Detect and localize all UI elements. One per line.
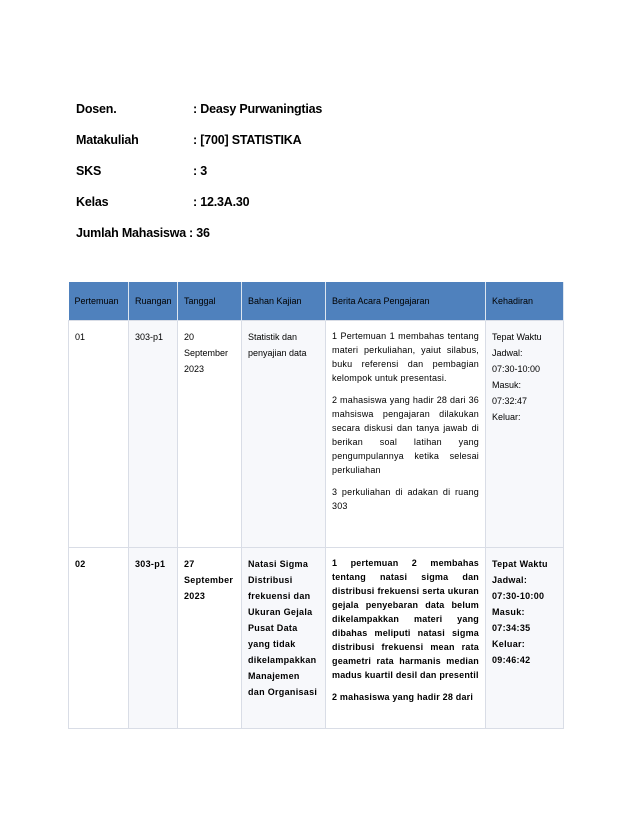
cell-bahan-kajian: Statistik dan penyajian data xyxy=(242,321,326,548)
kelas-label: Kelas xyxy=(76,195,109,209)
berita-paragraph: 2 mahasiswa yang hadir 28 dari 36 mahsiswa pengajaran dilakukan secara diskusi dan tanya jawab di berikan soal latihan yang pengumpulannya ketika selesai perkuliahan xyxy=(332,395,479,475)
berita-paragraph: 3 perkuliahan di adakan di ruang 303 xyxy=(332,487,479,511)
matakuliah-value: : [700] STATISTIKA xyxy=(193,133,302,147)
info-row-dosen xyxy=(76,102,496,133)
kehadiran-line: 07:30-10:00 xyxy=(492,591,545,601)
kehadiran-line: 09:46:42 xyxy=(492,655,531,665)
cell-kehadiran xyxy=(486,548,564,729)
header-bahan-kajian: Bahan Kajian xyxy=(242,282,326,321)
jumlah-value: : 36 xyxy=(189,226,210,240)
header-pertemuan: Pertemuan xyxy=(69,282,129,321)
kehadiran-line: Keluar: xyxy=(492,639,526,649)
sks-value: : 3 xyxy=(193,164,207,178)
info-row-jumlah xyxy=(76,226,496,257)
info-row-matakuliah xyxy=(76,133,496,164)
table-row xyxy=(69,321,564,548)
cell-tanggal: 27 September 2023 xyxy=(178,548,242,729)
course-info xyxy=(76,102,496,257)
info-row-sks xyxy=(76,164,496,195)
kehadiran-line: 07:30-10:00 xyxy=(492,364,541,374)
kehadiran-line: Jadwal: xyxy=(492,348,523,358)
berita-paragraph: 1 Pertemuan 1 membahas tentang materi perkuliahan, yaiut silabus, buku referensi dan pembagian kelompok untuk presentasi. xyxy=(332,331,479,383)
cell-berita-acara xyxy=(326,548,486,729)
jumlah-label: Jumlah Mahasiswa xyxy=(76,226,187,240)
berita-paragraph: 2 mahasiswa yang hadir 28 dari xyxy=(332,692,474,702)
cell-pertemuan: 01 xyxy=(69,321,129,548)
cell-kehadiran xyxy=(486,321,564,548)
kehadiran-line: 07:32:47 xyxy=(492,396,528,406)
table-header-row xyxy=(69,282,564,321)
kehadiran-line: 07:34:35 xyxy=(492,623,531,633)
cell-tanggal: 20 September 2023 xyxy=(178,321,242,548)
matakuliah-label: Matakuliah xyxy=(76,133,139,147)
header-berita-acara: Berita Acara Pengajaran xyxy=(326,282,486,321)
kehadiran-status: Tepat Waktu xyxy=(492,559,548,569)
dosen-label: Dosen. xyxy=(76,102,117,116)
cell-bahan-kajian: Natasi Sigma Distribusi frekuensi dan Ukuran Gejala Pusat Data yang tidak dikelampakkan Manajemen dan Organisasi xyxy=(242,548,326,729)
berita-paragraph: 1 pertemuan 2 membahas tentang natasi sigma dan distribusi frekuensi serta ukuran gejala penyebaran data belum dikelampakkan materi yang dibahas meliputi natasi sigma distribusi frekuensi mean rata geametri rata harmanis median madus kuartil desil dan presentil xyxy=(332,558,479,680)
info-row-kelas xyxy=(76,195,496,226)
kehadiran-line: Jadwal: xyxy=(492,575,528,585)
cell-pertemuan: 02 xyxy=(69,548,129,729)
table-row xyxy=(69,548,564,729)
header-tanggal: Tanggal xyxy=(178,282,242,321)
dosen-value: : Deasy Purwaningtias xyxy=(193,102,323,116)
cell-berita-acara xyxy=(326,321,486,548)
header-kehadiran: Kehadiran xyxy=(486,282,564,321)
kehadiran-status: Tepat Waktu xyxy=(492,332,542,342)
kelas-value: : 12.3A.30 xyxy=(193,195,250,209)
cell-ruangan: 303-p1 xyxy=(129,548,178,729)
kehadiran-line: Masuk: xyxy=(492,607,525,617)
sks-label: SKS xyxy=(76,164,102,178)
cell-ruangan: 303-p1 xyxy=(129,321,178,548)
berita-acara-table xyxy=(68,282,564,729)
kehadiran-line: Masuk: xyxy=(492,380,522,390)
kehadiran-line: Keluar: xyxy=(492,412,521,422)
header-ruangan: Ruangan xyxy=(129,282,178,321)
